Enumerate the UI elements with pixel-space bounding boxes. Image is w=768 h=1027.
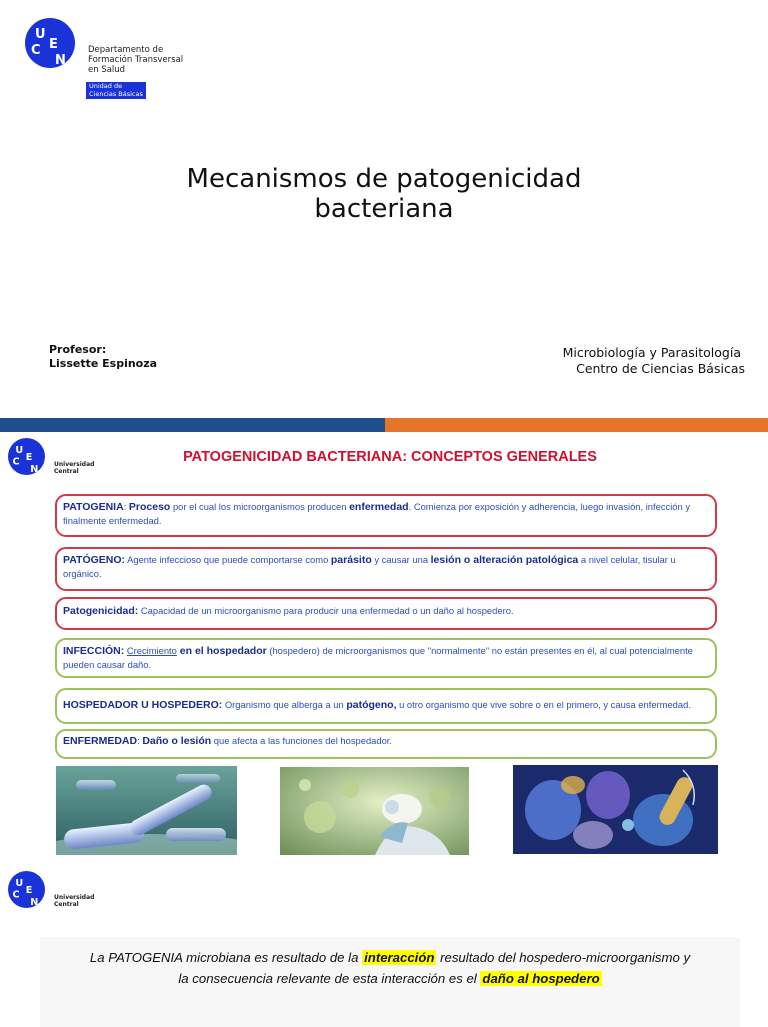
text: y causar una: [371, 554, 431, 565]
logo-letter-n: N: [30, 464, 39, 475]
professor-label: Profesor:: [49, 343, 107, 356]
university-line: Universidad: [54, 894, 95, 901]
course-block: [520, 345, 745, 377]
text: que afecta a las funciones del hospedador.: [211, 735, 393, 746]
highlight-dano: daño al hospedero: [482, 971, 600, 986]
logo-letter-c: C: [31, 43, 41, 58]
logo-letter-e: E: [25, 885, 33, 897]
text: Organismo que alberga a un: [222, 699, 347, 710]
keyword: parásito: [330, 554, 372, 566]
pathogenesis-statement: [40, 947, 740, 989]
divider-bar-blue: [0, 418, 385, 432]
university-line: Central: [54, 901, 79, 908]
text: :: [123, 501, 129, 512]
term: Patogenicidad:: [63, 605, 139, 617]
definition-patogeno: [55, 547, 717, 591]
term: PATÓGENO:: [63, 554, 126, 566]
statement-line-1: [40, 947, 740, 968]
definition-infeccion: [55, 638, 717, 678]
center-name: Centro de Ciencias Básicas: [576, 361, 745, 376]
statement-line-2: [40, 968, 740, 989]
definition-patogenia: [55, 494, 717, 537]
keyword: Proceso: [128, 501, 171, 513]
keyword: Daño o lesión: [142, 735, 212, 747]
text: Agente infeccioso que puede comportarse como: [125, 554, 331, 565]
definition-hospedador: [55, 688, 717, 724]
logo-letter-u: U: [15, 877, 24, 889]
bacteria-rods-image: [56, 766, 237, 855]
university-line: Central: [54, 468, 79, 475]
text: La PATOGENIA microbiana es resultado de la: [89, 950, 363, 965]
logo-letter-e: E: [25, 452, 33, 464]
unit-badge-line: Unidad de: [89, 82, 123, 90]
slide-title-line: Mecanismos de patogenicidad: [186, 164, 582, 194]
text: por el cual los microorganismos producen: [170, 501, 350, 512]
ucen-logo: [8, 871, 45, 908]
course-name: Microbiología y Parasitología: [562, 345, 741, 360]
term: ENFERMEDAD: [63, 735, 138, 747]
text: u otro organismo que vive sobre o en el primero, y causa enfermedad.: [396, 699, 691, 710]
definition-enfermedad: [55, 729, 717, 759]
slide-title: [0, 164, 768, 224]
text: :: [137, 735, 143, 746]
term: PATOGENIA: [63, 501, 124, 513]
ucen-logo: [25, 18, 75, 68]
university-line: Universidad: [54, 461, 95, 468]
concepts-title: PATOGENICIDAD BACTERIANA: CONCEPTOS GENERALES: [183, 449, 597, 465]
logo-letter-e: E: [49, 37, 58, 52]
text: . Comienza por exposición y adherencia, luego invasión, infección y finalmente enfermedad.: [63, 501, 691, 526]
professor-block: [49, 343, 157, 371]
logo-letter-c: C: [12, 889, 20, 901]
keyword: lesión o alteración patológica: [430, 554, 579, 566]
department-line: en Salud: [88, 65, 126, 75]
logo-letter-n: N: [55, 53, 66, 68]
department-name: [88, 45, 183, 75]
logo-letter-c: C: [12, 456, 20, 468]
text: la consecuencia relevante de esta interacción es el: [178, 971, 481, 986]
university-name: [54, 894, 94, 908]
highlight-interaccion: interacción: [364, 950, 435, 965]
keyword: en el hospedador: [176, 645, 267, 657]
department-line: Formación Transversal: [88, 55, 184, 65]
slide-title-line: bacteriana: [314, 194, 454, 224]
department-line: Departamento de: [88, 45, 164, 55]
scientist-virus-image: [280, 767, 469, 855]
unit-badge: [86, 82, 146, 99]
professor-name: Lissette Espinoza: [49, 357, 158, 370]
definition-patogenicidad: [55, 597, 717, 630]
bacteria-cells-image: [513, 765, 718, 854]
underlined-text: Crecimiento: [126, 645, 177, 656]
text: Capacidad de un microorganismo para producir una enfermedad o un daño al hospedero.: [138, 605, 514, 616]
term: HOSPEDADOR U HOSPEDERO:: [63, 699, 223, 711]
divider-bar-orange: [385, 418, 768, 432]
term: INFECCIÓN:: [63, 645, 125, 657]
logo-letter-u: U: [15, 444, 24, 456]
text: resultado del hospedero-microorganismo y: [436, 950, 691, 965]
keyword: patógeno,: [346, 699, 397, 711]
unit-badge-line: Ciencias Básicas: [89, 89, 143, 98]
keyword: enfermedad: [349, 501, 409, 513]
logo-letter-u: U: [35, 27, 46, 42]
logo-letter-n: N: [30, 897, 39, 908]
title-slide: [0, 0, 768, 418]
text: a nivel celular, tisular u orgánico.: [63, 554, 676, 579]
text: (hospedero) de microorganismos que "normalmente" no están presentes en él, al cual potencialmente pueden causar daño.: [63, 645, 693, 670]
